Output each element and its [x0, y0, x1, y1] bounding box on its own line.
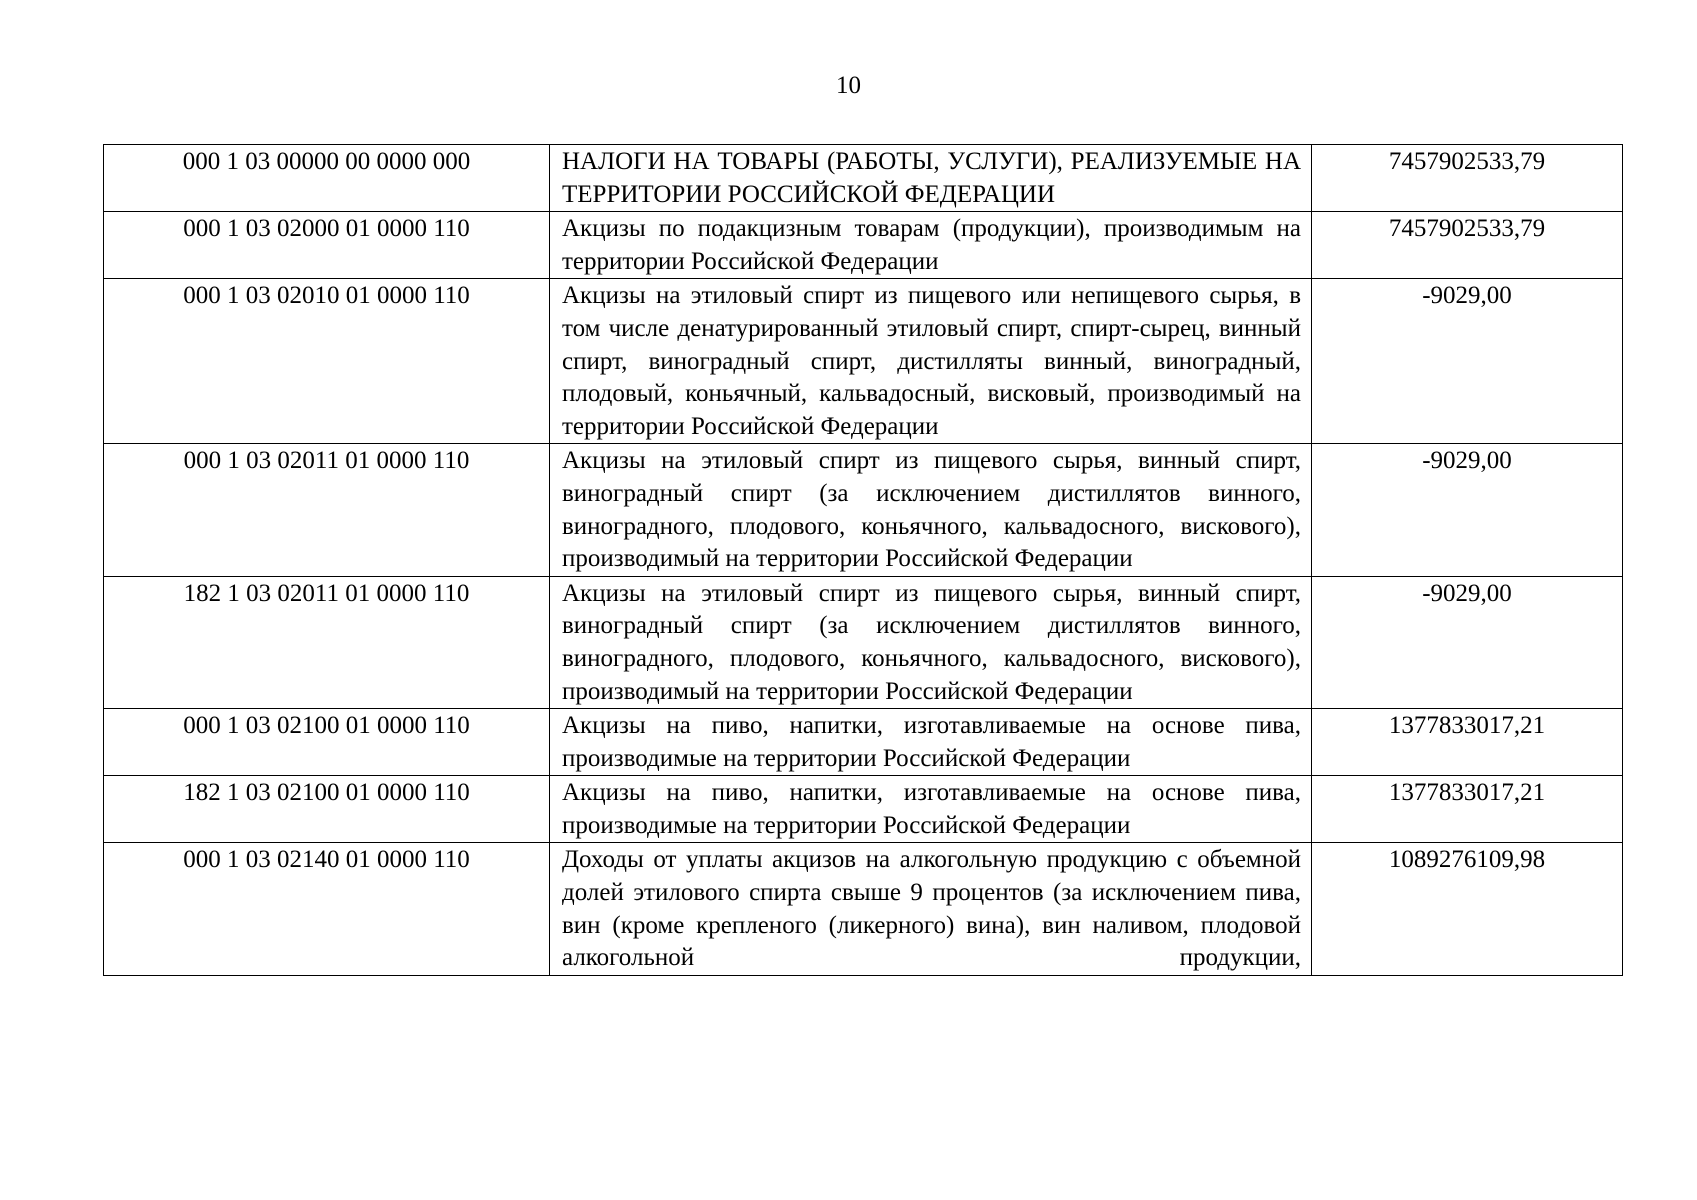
amount-cell: -9029,00	[1312, 279, 1623, 444]
income-name-cell: Акцизы на пиво, напитки, изготавливаемые на основе пива, производимые на территории Российской Федерации	[550, 709, 1312, 776]
table-row	[104, 709, 1623, 776]
income-name-cell: Акцизы по подакцизным товарам (продукции), производимым на территории Российской Федерации	[550, 212, 1312, 279]
amount-cell: -9029,00	[1312, 444, 1623, 576]
amount-cell: 7457902533,79	[1312, 145, 1623, 212]
income-name-cell: Акцизы на этиловый спирт из пищевого или непищевого сырья, в том числе денатурированный этиловый спирт, спирт-сырец, винный спирт, виноградный спирт, дистилляты винный, виноградный, плодовый, коньячный, кальвадосный, висковый, производимый на территории Российской Федерации	[550, 279, 1312, 444]
table-row	[104, 776, 1623, 843]
table-row	[104, 576, 1623, 708]
budget-code-cell: 182 1 03 02100 01 0000 110	[104, 776, 550, 843]
income-name-cell: НАЛОГИ НА ТОВАРЫ (РАБОТЫ, УСЛУГИ), РЕАЛИЗУЕМЫЕ НА ТЕРРИТОРИИ РОССИЙСКОЙ ФЕДЕРАЦИИ	[550, 145, 1312, 212]
table-row	[104, 145, 1623, 212]
page-number: 10	[836, 72, 861, 99]
amount-cell: 1089276109,98	[1312, 843, 1623, 975]
budget-code-cell: 000 1 03 02140 01 0000 110	[104, 843, 550, 975]
table-row	[104, 212, 1623, 279]
revenue-table	[103, 144, 1623, 976]
income-name-cell: Акцизы на этиловый спирт из пищевого сырья, винный спирт, виноградный спирт (за исключением дистиллятов винного, виноградного, плодового, коньячного, кальвадосного, вискового), производимый на территории Российской Федерации	[550, 576, 1312, 708]
amount-cell: -9029,00	[1312, 576, 1623, 708]
budget-code-cell: 000 1 03 02000 01 0000 110	[104, 212, 550, 279]
budget-code-cell: 182 1 03 02011 01 0000 110	[104, 576, 550, 708]
income-name-cell: Акцизы на пиво, напитки, изготавливаемые на основе пива, производимые на территории Российской Федерации	[550, 776, 1312, 843]
amount-cell: 7457902533,79	[1312, 212, 1623, 279]
budget-code-cell: 000 1 03 02010 01 0000 110	[104, 279, 550, 444]
table-row	[104, 843, 1623, 975]
budget-code-cell: 000 1 03 02011 01 0000 110	[104, 444, 550, 576]
income-name-cell: Доходы от уплаты акцизов на алкогольную продукцию с объемной долей этилового спирта свыше 9 процентов (за исключением пива, вин (кроме крепленого (ликерного) вина), вин наливом, плодовой алкогольной продукции,	[550, 843, 1312, 975]
amount-cell: 1377833017,21	[1312, 776, 1623, 843]
table-row	[104, 279, 1623, 444]
budget-code-cell: 000 1 03 02100 01 0000 110	[104, 709, 550, 776]
amount-cell: 1377833017,21	[1312, 709, 1623, 776]
budget-code-cell: 000 1 03 00000 00 0000 000	[104, 145, 550, 212]
income-name-cell: Акцизы на этиловый спирт из пищевого сырья, винный спирт, виноградный спирт (за исключением дистиллятов винного, виноградного, плодового, коньячного, кальвадосного, вискового), производимый на территории Российской Федерации	[550, 444, 1312, 576]
table-row	[104, 444, 1623, 576]
